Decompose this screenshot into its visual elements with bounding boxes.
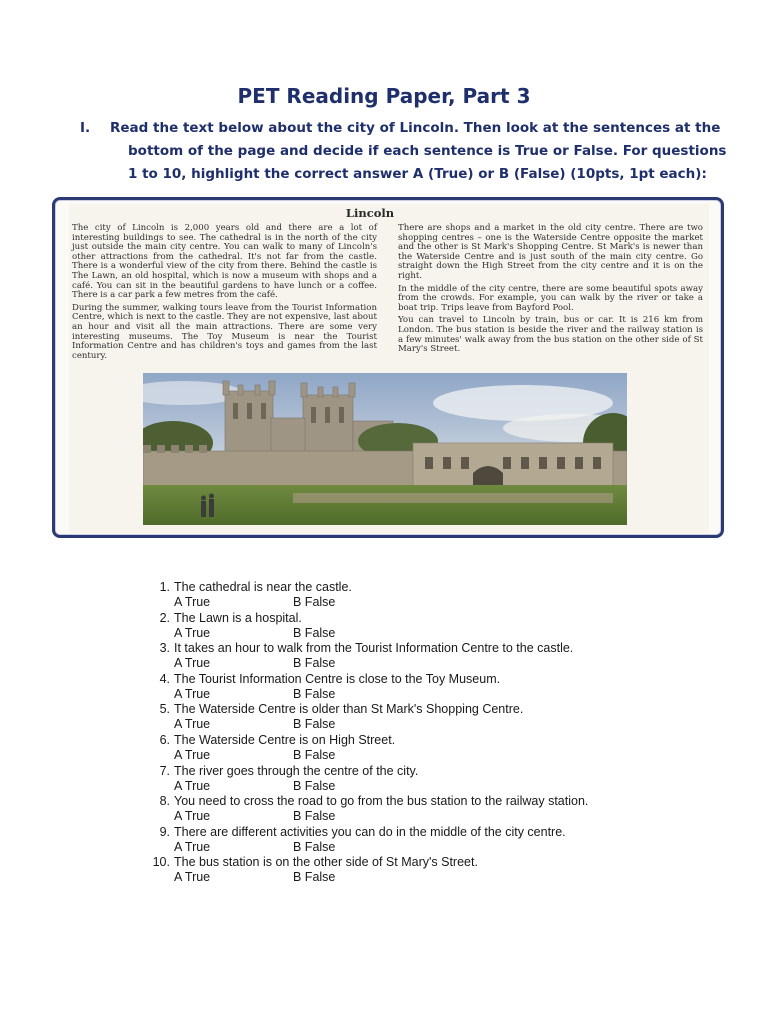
question-item — [150, 794, 710, 825]
question-item — [150, 825, 710, 856]
article-title: Lincoln — [345, 206, 395, 220]
question-item — [150, 733, 710, 764]
answer-a-true[interactable]: A True — [174, 717, 211, 732]
question-number: 2. — [159, 610, 170, 625]
instruction-line-3: 1 to 10, highlight the correct answer A (True) or B (False) (10pts, 1pt each): — [128, 166, 707, 182]
article-paragraph: There are shops and a market in the old city centre. There are two shopping centres – one is the Waterside Centre opposite the market and the other is St Mark's Shopping Centre. St Mark's is newer than the Waterside Centre and is just south of the main city centre. Go straight down the High Street from the city centre and it is on the right. — [398, 223, 703, 281]
answer-b-false[interactable]: B False — [293, 778, 336, 793]
answer-a-true[interactable]: A True — [174, 809, 211, 824]
answer-b-false[interactable]: B False — [293, 839, 336, 854]
question-item — [150, 641, 710, 672]
answer-a-true[interactable]: A True — [174, 656, 211, 671]
question-item — [150, 611, 710, 642]
question-text: The cathedral is near the castle. — [174, 580, 352, 594]
answer-b-false[interactable]: B False — [293, 656, 336, 671]
question-text: You need to cross the road to go from the bus station to the railway station. — [174, 794, 589, 809]
answer-b-false[interactable]: B False — [293, 870, 336, 885]
article-paragraph: During the summer, walking tours leave from the Tourist Information Centre, which is next to the castle. They are not expensive, last about an hour and visit all the main attractions. There are some very interesting museums. The Toy Museum is near the Tourist Information Centre and has children's toys and games from the last century. — [72, 302, 377, 361]
question-item — [150, 764, 710, 795]
question-text: The bus station is on the other side of St Mary's Street. — [174, 855, 478, 870]
question-number: 7. — [159, 763, 170, 778]
question-number: 10. — [152, 855, 170, 870]
question-item — [150, 855, 710, 886]
answer-b-false[interactable]: B False — [293, 747, 336, 762]
answer-a-true[interactable]: A True — [174, 870, 211, 885]
question-text: The river goes through the centre of the city. — [174, 763, 419, 778]
answer-b-false[interactable]: B False — [293, 686, 336, 701]
question-number: 5. — [159, 702, 170, 717]
answer-a-true[interactable]: A True — [174, 625, 211, 640]
instructions — [80, 117, 727, 186]
answer-a-true[interactable]: A True — [174, 686, 211, 701]
question-text: There are different activities you can do in the middle of the city centre. — [174, 824, 566, 839]
question-item — [150, 672, 710, 703]
question-item — [150, 580, 710, 611]
question-text: It takes an hour to walk from the Tourist Information Centre to the castle. — [174, 641, 574, 656]
question-item — [150, 702, 710, 733]
answer-b-false[interactable]: B False — [293, 625, 336, 640]
question-number: 8. — [159, 794, 170, 809]
question-number: 3. — [159, 641, 170, 656]
question-text: The Waterside Centre is older than St Mark's Shopping Centre. — [174, 702, 524, 717]
question-number: 1. — [159, 580, 170, 594]
answer-a-true[interactable]: A True — [174, 747, 211, 762]
article-paragraph: You can travel to Lincoln by train, bus or car. It is 216 km from London. The bus station is beside the river and the railway station is a few minutes' walk away from the bus station on the other side of St Mary's Street. — [398, 315, 703, 355]
question-list — [150, 580, 710, 886]
answer-a-true[interactable]: A True — [174, 839, 211, 854]
question-number: 9. — [159, 824, 170, 839]
instruction-line-2: bottom of the page and decide if each sentence is True or False. For questions — [128, 143, 727, 159]
instruction-line-1: Read the text below about the city of Lincoln. Then look at the sentences at the — [110, 120, 721, 136]
answer-a-true[interactable]: A True — [174, 595, 211, 609]
page-title: PET Reading Paper, Part 3 — [237, 84, 531, 108]
article-paragraph: In the middle of the city centre, there are some beautiful spots away from the crowds. For example, you can walk by the river or take a boat trip. Trips leave from Bayford Pool. — [398, 283, 703, 313]
cathedral-illustration — [143, 373, 627, 525]
question-text: The Tourist Information Centre is close to the Toy Museum. — [174, 671, 501, 686]
answer-a-true[interactable]: A True — [174, 778, 211, 793]
article-paragraph: The city of Lincoln is 2,000 years old and there are a lot of interesting buildings to see. The cathedral is in the north of the city just outside the main city centre. You can walk to many of Lincoln's other attractions from the cathedral. It's not far from the castle. There is a wonderful view of the city from there. Behind the castle is The Lawn, an old hospital, which is now a museum with shops and a café. You can sit in the beautiful gardens to have lunch or a coffee. There is a car park a few metres from the café. — [72, 223, 377, 301]
question-number: 6. — [159, 732, 170, 747]
question-text: The Lawn is a hospital. — [174, 610, 302, 625]
answer-b-false[interactable]: B False — [293, 595, 336, 609]
article-left-column — [72, 224, 377, 364]
question-text: The Waterside Centre is on High Street. — [174, 732, 396, 747]
article-right-column — [398, 224, 703, 358]
lincoln-cathedral-photo — [143, 373, 627, 525]
question-number: 4. — [159, 671, 170, 686]
answer-b-false[interactable]: B False — [293, 809, 336, 824]
instruction-number: I. — [80, 120, 91, 136]
answer-b-false[interactable]: B False — [293, 717, 336, 732]
